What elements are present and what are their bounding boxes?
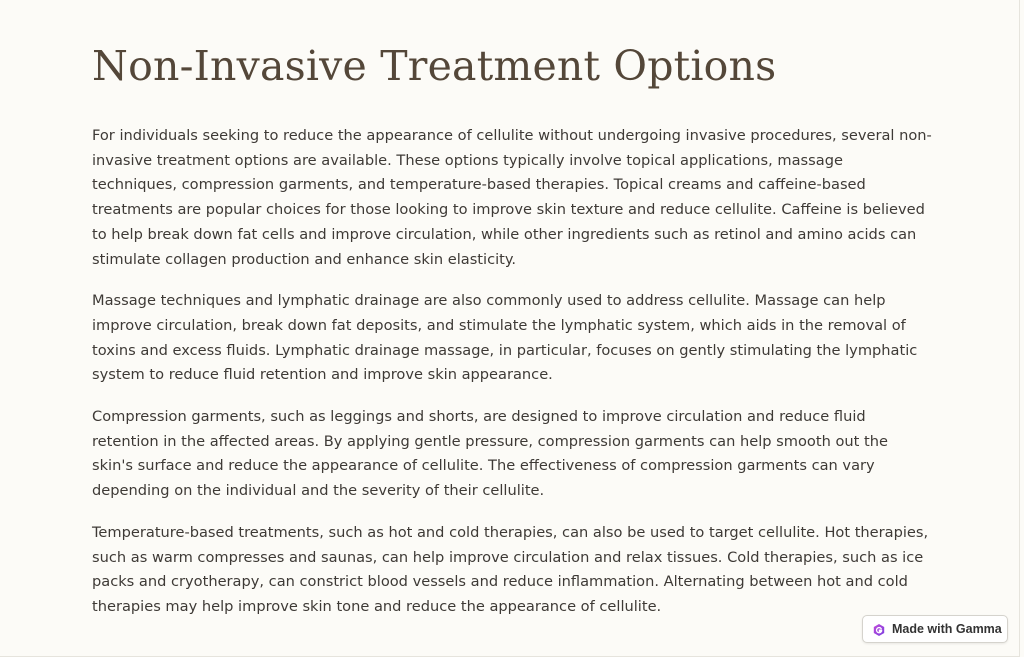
slide-content [92, 38, 932, 637]
made-with-gamma-label: Made with Gamma [892, 622, 1002, 636]
paragraph-massage-techniques: Massage techniques and lymphatic drainage are also commonly used to address cellulite. Massage can help improve circulation, break down fat deposits, and stimulate the lymphatic system, which aids in the removal of toxins and excess fluids. Lymphatic drainage massage, in particular, focuses on gently stimulating the lymphatic system to reduce fluid retention and improve skin appearance. [92, 292, 918, 384]
slide-title: Non-Invasive Treatment Options [92, 42, 777, 90]
paragraph-topical-treatments: For individuals seeking to reduce the appearance of cellulite without undergoing invasive procedures, several non-invasive treatment options are available. These options typically involve topical applications, massage techniques, compression garments, and temperature-based therapies. Topical creams and caffeine-based treatments are popular choices for those looking to improve skin texture and reduce cellulite. Caffeine is believed to help break down fat cells and improve circulation, while other ingredients such as retinol and amino acids can stimulate collagen production and enhance skin elasticity. [92, 127, 932, 268]
paragraph-compression-garments: Compression garments, such as leggings and shorts, are designed to improve circulation and reduce fluid retention in the affected areas. By applying gentle pressure, compression garments can help smooth out the skin's surface and reduce the appearance of cellulite. The effectiveness of compression garments can vary depending on the individual and the severity of their cellulite. [92, 408, 888, 500]
paragraph-temperature-treatments: Temperature-based treatments, such as hot and cold therapies, can also be used to target cellulite. Hot therapies, such as warm compresses and saunas, can help improve circulation and relax tissues. Cold therapies, such as ice packs and cryotherapy, can constrict blood vessels and reduce inflammation. Alternating between hot and cold therapies may help improve skin tone and reduce the appearance of cellulite. [92, 523, 929, 615]
made-with-gamma-button[interactable] [862, 615, 1008, 643]
gamma-logo-icon [872, 622, 886, 636]
